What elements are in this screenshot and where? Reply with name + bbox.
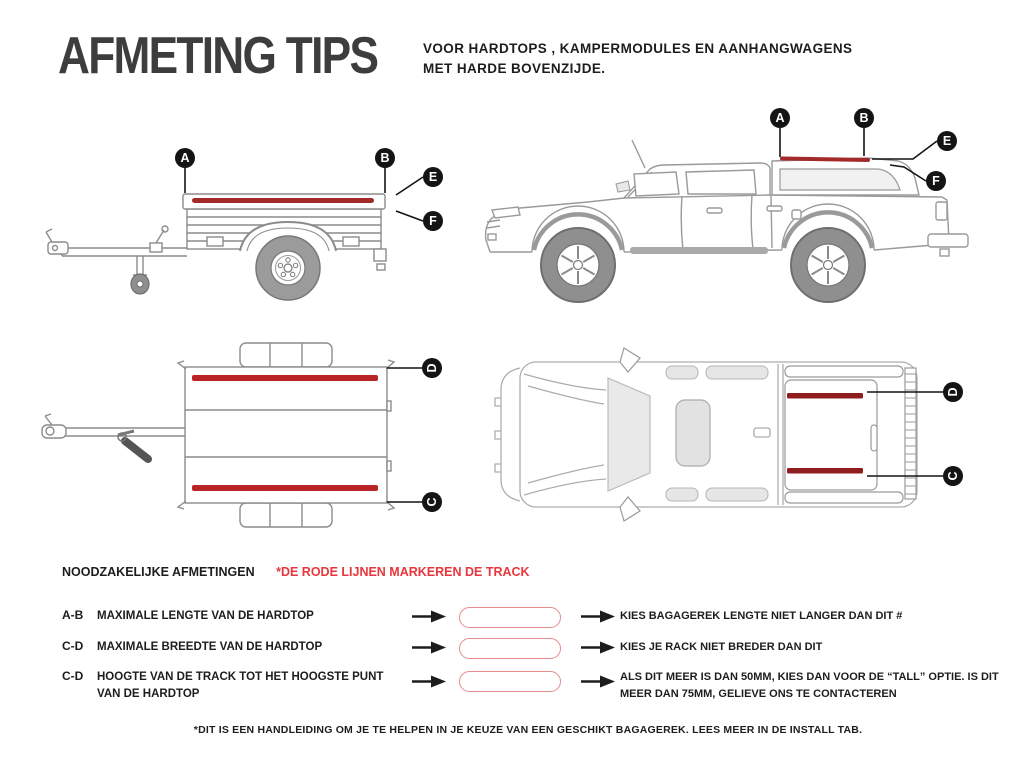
subtitle-line-1: VOOR HARDTOPS , KAMPERMODULES EN AANHANGWAGENS: [423, 41, 853, 56]
marker-e-truck: [872, 131, 957, 159]
marker-d-letter: D: [425, 363, 439, 373]
measurement-value-field[interactable]: [459, 671, 561, 692]
trailer-wheel: [256, 236, 320, 300]
arrow-right-icon: [581, 610, 615, 623]
windshield: [608, 378, 650, 491]
row-description: MAXIMALE LENGTE VAN DE HARDTOP: [97, 610, 314, 622]
track-stripe-trailer-side: [192, 198, 374, 203]
marker-b-truck: [854, 108, 874, 156]
marker-f-letter: F: [932, 174, 940, 188]
track-stripe-truck-top-c: [787, 468, 863, 474]
trailer-top-outline: [42, 343, 394, 527]
marker-c-letter: C: [946, 471, 960, 481]
row-description: MAXIMALE BREEDTE VAN DE HARDTOP: [97, 641, 323, 653]
running-board: [630, 247, 768, 254]
arrow-right-icon: [581, 641, 615, 654]
roof-detail: [754, 428, 770, 437]
front-wheel: [541, 228, 615, 302]
row-instruction: KIES BAGAGEREK LENGTE NIET LANGER DAN DIT #: [620, 610, 903, 622]
row-key: A-B: [62, 608, 84, 622]
track-stripe-truck-side: [782, 159, 868, 161]
marker-a-letter: A: [775, 111, 785, 125]
marker-f-letter: F: [429, 214, 437, 228]
measurements-heading-row: [62, 565, 530, 579]
row-description: HOOGTE VAN DE TRACK TOT HET HOOGSTE PUNT VAN DE HARDTOP: [97, 671, 384, 700]
arrow-right-icon: [412, 610, 446, 623]
sunroof: [676, 400, 710, 466]
marker-c-letter: C: [425, 497, 439, 507]
marker-e-letter: E: [942, 134, 952, 148]
row-instruction: KIES JE RACK NIET BREDER DAN DIT: [620, 641, 823, 653]
rear-wheel: [791, 228, 865, 302]
marker-a-letter: A: [180, 151, 190, 165]
red-lines-note: *DE RODE LIJNEN MARKEREN DE TRACK: [276, 565, 530, 579]
marker-b-letter: B: [380, 151, 390, 165]
footnote: *DIT IS EEN HANDLEIDING OM JE TE HELPEN IN JE KEUZE VAN EEN GESCHIKT BAGAGEREK. LEES MEER IN DE INSTALL TAB.: [193, 724, 863, 736]
page-subtitle: [423, 39, 852, 79]
trailer-side-view-diagram: [40, 118, 450, 318]
truck-side-view-diagram: [470, 98, 985, 313]
marker-a-trailer: [175, 148, 195, 193]
measurement-value-field[interactable]: [459, 638, 561, 659]
trailer-jack-handle: [118, 431, 148, 459]
marker-a-truck: [770, 108, 790, 157]
marker-b-letter: B: [859, 111, 869, 125]
arrow-right-icon: [412, 641, 446, 654]
arrow-right-icon: [412, 675, 446, 688]
jockey-wheel: [131, 274, 149, 294]
marker-b-trailer: [375, 148, 395, 193]
row-instruction: ALS DIT MEER IS DAN 50MM, KIES DAN VOOR DE “TALL” OPTIE. IS DIT MEER DAN 75MM, GELIEVE ONS TE CONTACTEREN: [620, 671, 999, 700]
side-mirror: [616, 181, 630, 192]
row-key: C-D: [62, 669, 84, 683]
marker-e-trailer: [396, 167, 443, 195]
marker-f-trailer: [396, 211, 443, 231]
track-stripe-truck-top-d: [787, 393, 863, 399]
measurements-heading: NOODZAKELIJKE AFMETINGEN: [62, 565, 255, 579]
track-stripe-trailer-top-d: [192, 375, 378, 381]
marker-d-letter: D: [946, 387, 960, 397]
measurement-value-field[interactable]: [459, 607, 561, 628]
subtitle-line-2: MET HARDE BOVENZIJDE.: [423, 61, 606, 76]
arrow-right-icon: [581, 675, 615, 688]
trailer-top-view-diagram: [30, 333, 460, 548]
page-title: AFMETING TIPS: [58, 27, 378, 85]
marker-e-letter: E: [428, 170, 438, 184]
truck-top-view-diagram: [478, 328, 988, 548]
marker-d-trailer-top: [387, 358, 442, 378]
track-stripe-trailer-top-c: [192, 485, 378, 491]
hardtop-canopy: [772, 158, 919, 195]
row-key: C-D: [62, 639, 84, 653]
trailer-side-outline: [46, 194, 386, 275]
marker-c-trailer-top: [387, 492, 442, 512]
